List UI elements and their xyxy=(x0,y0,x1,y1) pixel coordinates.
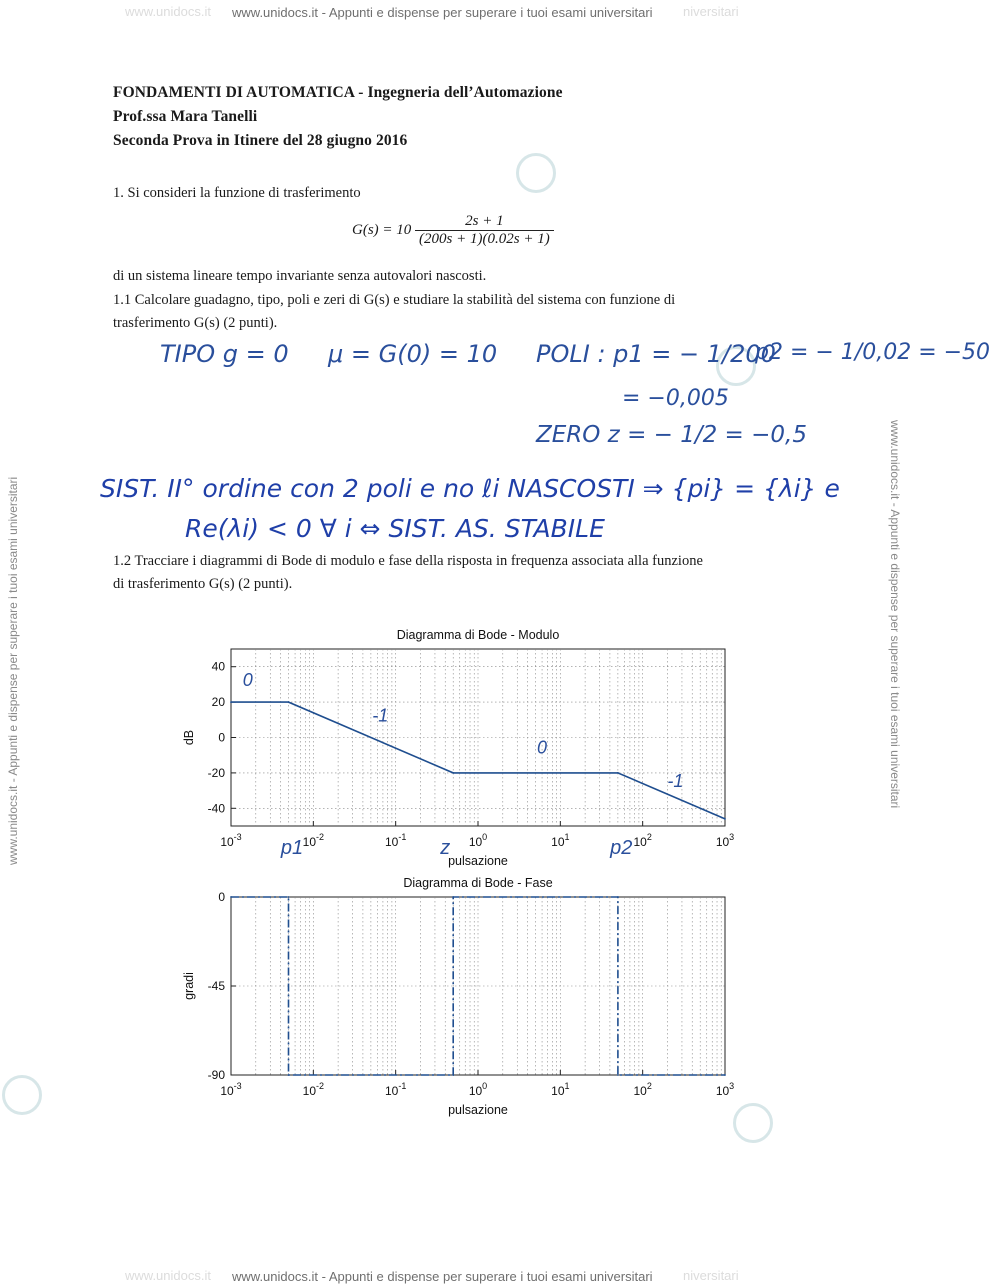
watermark-faint-top-left: www.unidocs.it xyxy=(125,4,211,19)
series-point xyxy=(288,701,290,703)
x-axis-label: pulsazione xyxy=(448,1103,508,1117)
course-title: FONDAMENTI DI AUTOMATICA - Ingegneria dell’Automazione xyxy=(113,84,563,101)
series-point xyxy=(617,896,619,898)
series-point xyxy=(230,701,232,703)
handwritten-annotation: 0 xyxy=(537,737,548,758)
x-tick-label: $10^1$ xyxy=(551,832,570,849)
watermark-faint-bottom-right: niversitari xyxy=(683,1268,739,1283)
watermark-faint-bottom-left: www.unidocs.it xyxy=(125,1268,211,1283)
formula-numerator: 2s + 1 xyxy=(465,213,504,229)
series-point xyxy=(617,772,619,774)
y-axis-label: gradi xyxy=(182,972,196,1000)
handwritten-p2: p2 = − 1/0,02 = −50 xyxy=(755,340,990,365)
handwritten-p1-value: = −0,005 xyxy=(622,386,729,411)
handwritten-annotation: p1 xyxy=(280,837,304,859)
series-point xyxy=(452,772,454,774)
y-axis-label: dB xyxy=(182,729,196,746)
handwritten-zero: ZERO z = − 1/2 = −0,5 xyxy=(536,422,807,448)
x-tick-label: $10^0$ xyxy=(468,832,488,849)
series-point xyxy=(288,896,290,898)
formula-lhs: G(s) = 10 xyxy=(352,221,412,238)
question-1-1-line2: trasferimento G(s) (2 punti). xyxy=(113,315,278,331)
series-point xyxy=(724,818,726,820)
x-tick-label: $10^1$ xyxy=(551,1081,570,1098)
y-tick-label: 0 xyxy=(218,730,225,745)
y-tick-label: 20 xyxy=(211,695,225,710)
y-tick-label: -90 xyxy=(207,1068,225,1082)
series-point xyxy=(288,1074,290,1076)
series-point xyxy=(724,1074,726,1076)
handwritten-poles: POLI : p1 = − 1/200 xyxy=(536,340,776,368)
chart-title: Diagramma di Bode - Modulo xyxy=(396,628,560,642)
exercise-intro: 1. Si consideri la funzione di trasferimento xyxy=(113,185,361,201)
exam-title: Seconda Prova in Itinere del 28 giugno 2016 xyxy=(113,132,408,149)
x-tick-label: $10^{-1}$ xyxy=(384,1081,407,1098)
x-tick-label: $10^3$ xyxy=(715,832,735,849)
x-tick-label: $10^{-3}$ xyxy=(220,832,242,849)
professor-name: Prof.ssa Mara Tanelli xyxy=(113,108,258,125)
handwritten-annotation: p2 xyxy=(610,837,633,859)
series-point xyxy=(617,1074,619,1076)
watermark-faint-top-right: niversitari xyxy=(683,4,739,19)
x-tick-label: $10^{-1}$ xyxy=(384,832,407,849)
y-tick-label: -20 xyxy=(207,765,225,780)
watermark-right[interactable]: www.unidocs.it - Appunti e dispense per superare i tuoi esami universitari xyxy=(888,420,902,809)
series-point xyxy=(230,896,232,898)
y-tick-label: 40 xyxy=(211,659,225,674)
handwritten-annotation: -1 xyxy=(372,705,389,726)
handwritten-annotation: 0 xyxy=(242,670,253,691)
chart-title: Diagramma di Bode - Fase xyxy=(403,876,553,890)
x-tick-label: $10^{-2}$ xyxy=(302,1081,325,1098)
exercise-assumption: di un sistema lineare tempo invariante senza autovalori nascosti. xyxy=(113,268,487,284)
watermark-bottom[interactable]: www.unidocs.it - Appunti e dispense per superare i tuoi esami universitari xyxy=(232,1269,653,1284)
series-point xyxy=(452,896,454,898)
y-tick-label: -40 xyxy=(207,801,225,816)
x-tick-label: $10^{-3}$ xyxy=(220,1081,242,1098)
series-point xyxy=(452,1074,454,1076)
x-tick-label: $10^3$ xyxy=(715,1081,735,1098)
handwritten-annotation: -1 xyxy=(667,771,684,792)
handwritten-annotation: z xyxy=(440,837,451,859)
question-1-1-line1: 1.1 Calcolare guadagno, tipo, poli e zeri di G(s) e studiare la stabilità del sistema con funzione di xyxy=(113,292,676,308)
watermark-top[interactable]: www.unidocs.it - Appunti e dispense per superare i tuoi esami universitari xyxy=(232,5,653,20)
formula-denominator: (200s + 1)(0.02s + 1) xyxy=(415,230,554,248)
handwritten-stability-line2: Re(λi) < 0 ∀ i ⇔ SIST. AS. STABILE xyxy=(185,514,605,543)
x-tick-label: $10^{-2}$ xyxy=(302,832,325,849)
handwritten-stability-line1: SIST. II° ordine con 2 poli e no ℓi NASCOSTI ⇒ {pi} = {λi} e xyxy=(100,474,840,503)
handwritten-gain: μ = G(0) = 10 xyxy=(328,340,498,368)
y-tick-label: 0 xyxy=(218,890,225,904)
x-tick-label: $10^2$ xyxy=(633,1081,652,1098)
question-1-2-line2: di trasferimento G(s) (2 punti). xyxy=(113,576,293,592)
x-tick-label: $10^0$ xyxy=(468,1081,488,1098)
x-tick-label: $10^2$ xyxy=(633,832,652,849)
handwritten-tipo: TIPO g = 0 xyxy=(160,340,289,368)
y-tick-label: -45 xyxy=(207,979,225,993)
question-1-2-line1: 1.2 Tracciare i diagrammi di Bode di modulo e fase della risposta in frequenza associata alla funzione xyxy=(113,553,703,569)
x-axis-label: pulsazione xyxy=(448,854,508,868)
watermark-left[interactable]: www.unidocs.it - Appunti e dispense per superare i tuoi esami universitari xyxy=(6,476,20,865)
